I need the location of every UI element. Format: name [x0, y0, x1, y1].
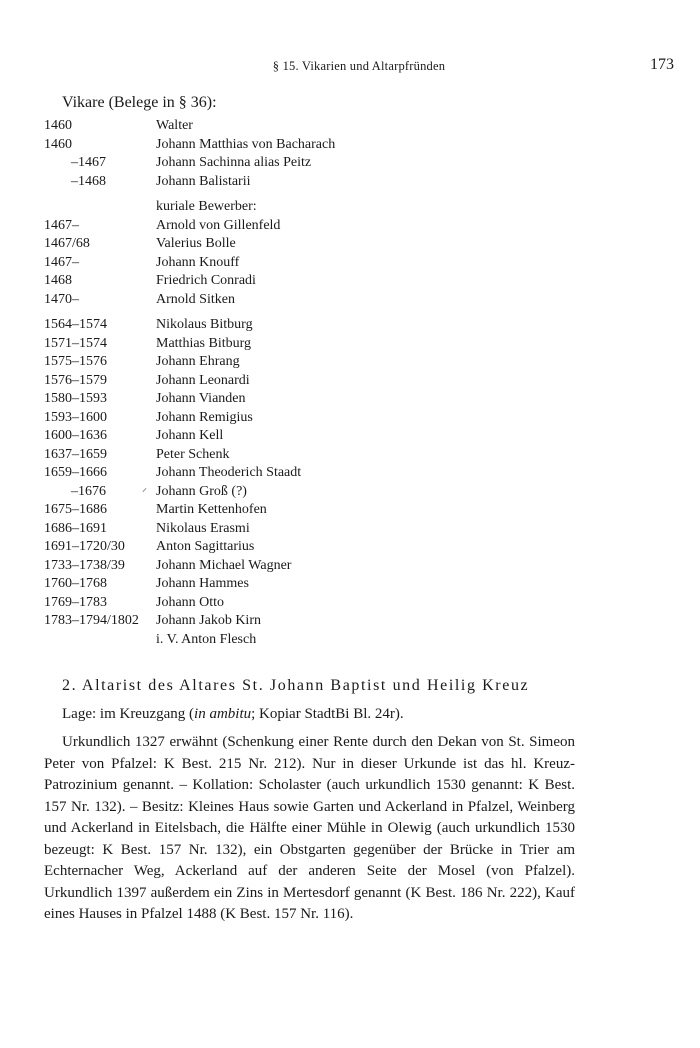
table-row [44, 335, 444, 354]
row-date: 1467– [44, 217, 79, 233]
paragraph-text: Urkundlich 1327 erwähnt (Schenkung einer Rente durch den Dekan von St. Simeon Peter von Pfalzel: K Best. 215 Nr. 212). Nur in dieser Urkunde ist das hl. Kreuz-Patrozinium genannt. – Kollation: Scholaster (auch urkundlich 1530 genannt: K Best. 157 Nr. 132). – Besitz: Kleines Haus sowie Garten und Ackerland in Pfalzel, Weinberg und Ackerland in Eitelsbach, die Hälfte einer Mühle in Olewig (auch urkundlich 1530 bezeugt: K Best. 157 Nr. 132), ein Obstgarten gegenüber der Brücke in Trier am Echternacher Weg, Ackerland auf der anderen Seite der Mosel (von Pfalzel). Urkundlich 1397 außerdem ein Zins in Mertesdorf genannt (K Best. 186 Nr. 222), Kauf eines Hauses in Pfalzel 1488 (K Best. 157 Nr. 116). [44, 734, 575, 922]
table-row [44, 464, 444, 483]
row-name: Johann Theoderich Staadt [156, 465, 302, 480]
row-date: 1675–1686 [44, 502, 107, 517]
row-date: 1564–1574 [44, 317, 107, 332]
row-date: 1686–1691 [44, 520, 107, 536]
table-row [44, 173, 444, 192]
row-date: 1575–1576 [44, 354, 107, 369]
lage-suffix: ; Kopiar StadtBi Bl. 24r). [251, 706, 404, 722]
row-date: 1760–1768 [44, 576, 107, 591]
table-row [44, 254, 444, 273]
row-date: 1470– [44, 291, 79, 307]
section-title: 2. Altarist des Altares St. Johann Baptist und Heilig Kreuz [62, 677, 530, 694]
table-row [44, 594, 444, 613]
row-name: Johann Remigius [156, 409, 253, 425]
table-row [44, 154, 444, 173]
row-date: 1580–1593 [44, 391, 107, 406]
row-name: Johann Jakob Kirn [156, 613, 261, 628]
row-name: Martin Kettenhofen [156, 502, 267, 517]
table-row [44, 272, 444, 291]
table-row [44, 372, 444, 391]
row-name: Johann Matthias von Bacharach [156, 136, 336, 152]
row-name: Peter Schenk [156, 446, 230, 462]
lage-prefix: Lage: im Kreuzgang ( [62, 706, 195, 722]
running-head-title: § 15. Vikarien und Altarpfründen [272, 59, 446, 73]
table-row [44, 390, 444, 409]
row-date: 1659–1666 [44, 465, 107, 480]
row-date: 1783–1794/1802 [44, 613, 139, 628]
row-date: 1468 [44, 273, 72, 288]
row-name: Johann Balistarii [156, 173, 251, 189]
row-name: Arnold Sitken [156, 291, 235, 307]
row-name: Johann Otto [156, 594, 225, 610]
row-date: 1467/68 [44, 236, 90, 251]
table-row [44, 316, 444, 335]
row-name: Johann Groß (?) [156, 483, 247, 499]
row-date: 1571–1574 [44, 335, 107, 351]
page-number: 173 [650, 56, 674, 73]
row-name: Johann Ehrang [156, 354, 240, 369]
table-row [44, 136, 444, 155]
row-name: Johann Michael Wagner [156, 557, 292, 573]
row-date: 1593–1600 [44, 409, 107, 425]
row-name: Johann Kell [156, 428, 224, 443]
kuriale-label: kuriale Bewerber: [156, 199, 257, 214]
row-name: Walter [156, 118, 193, 133]
table-row [44, 575, 444, 594]
row-name: Johann Knouff [156, 254, 240, 270]
row-date: 1460 [44, 118, 72, 133]
row-name: Nikolaus Erasmi [156, 520, 250, 536]
row-name: Nikolaus Bitburg [156, 317, 253, 332]
row-date: 1460 [44, 136, 72, 152]
row-date: 1733–1738/39 [44, 557, 125, 573]
row-date: 1467– [44, 254, 79, 270]
row-date: 1637–1659 [44, 446, 107, 462]
table-row [44, 483, 444, 502]
table-row [44, 291, 444, 310]
table-row [44, 353, 444, 372]
table-row [44, 198, 444, 217]
vikare-table [44, 117, 444, 649]
table-row [44, 557, 444, 576]
row-date: –1467 [71, 155, 106, 170]
vikare-heading: Vikare (Belege in § 36): [62, 94, 217, 111]
row-name: Anton Sagittarius [156, 539, 255, 554]
row-date: 1691–1720/30 [44, 539, 125, 554]
row-name: Johann Leonardi [156, 372, 250, 388]
table-row [44, 446, 444, 465]
table-row [44, 409, 444, 428]
table-row [44, 501, 444, 520]
row-name: Matthias Bitburg [156, 335, 252, 351]
row-name: Johann Sachinna alias Peitz [156, 155, 312, 170]
lage-italic: in ambitu [194, 706, 252, 722]
table-row [44, 117, 444, 136]
table-row [44, 538, 444, 557]
running-head [44, 56, 674, 78]
table-row [44, 217, 444, 236]
row-date: 1600–1636 [44, 428, 107, 443]
row-date: –1676 [71, 483, 106, 499]
table-row [44, 612, 444, 631]
table-row [44, 427, 444, 446]
row-name: Johann Vianden [156, 391, 246, 406]
row-date: 1769–1783 [44, 594, 107, 610]
row-date: 1576–1579 [44, 372, 107, 388]
table-row [44, 235, 444, 254]
table-row [44, 520, 444, 539]
row-name: Friedrich Conradi [156, 273, 256, 288]
row-name: Arnold von Gillenfeld [156, 217, 281, 233]
body-paragraph [44, 732, 575, 926]
row-date: –1468 [71, 173, 106, 189]
pencil-mark-icon: ⸝ [142, 482, 147, 494]
row-name: i. V. Anton Flesch [156, 631, 257, 647]
table-row [44, 631, 444, 650]
row-name: Valerius Bolle [156, 236, 236, 251]
lage-line [62, 706, 404, 723]
row-name: Johann Hammes [156, 576, 249, 591]
